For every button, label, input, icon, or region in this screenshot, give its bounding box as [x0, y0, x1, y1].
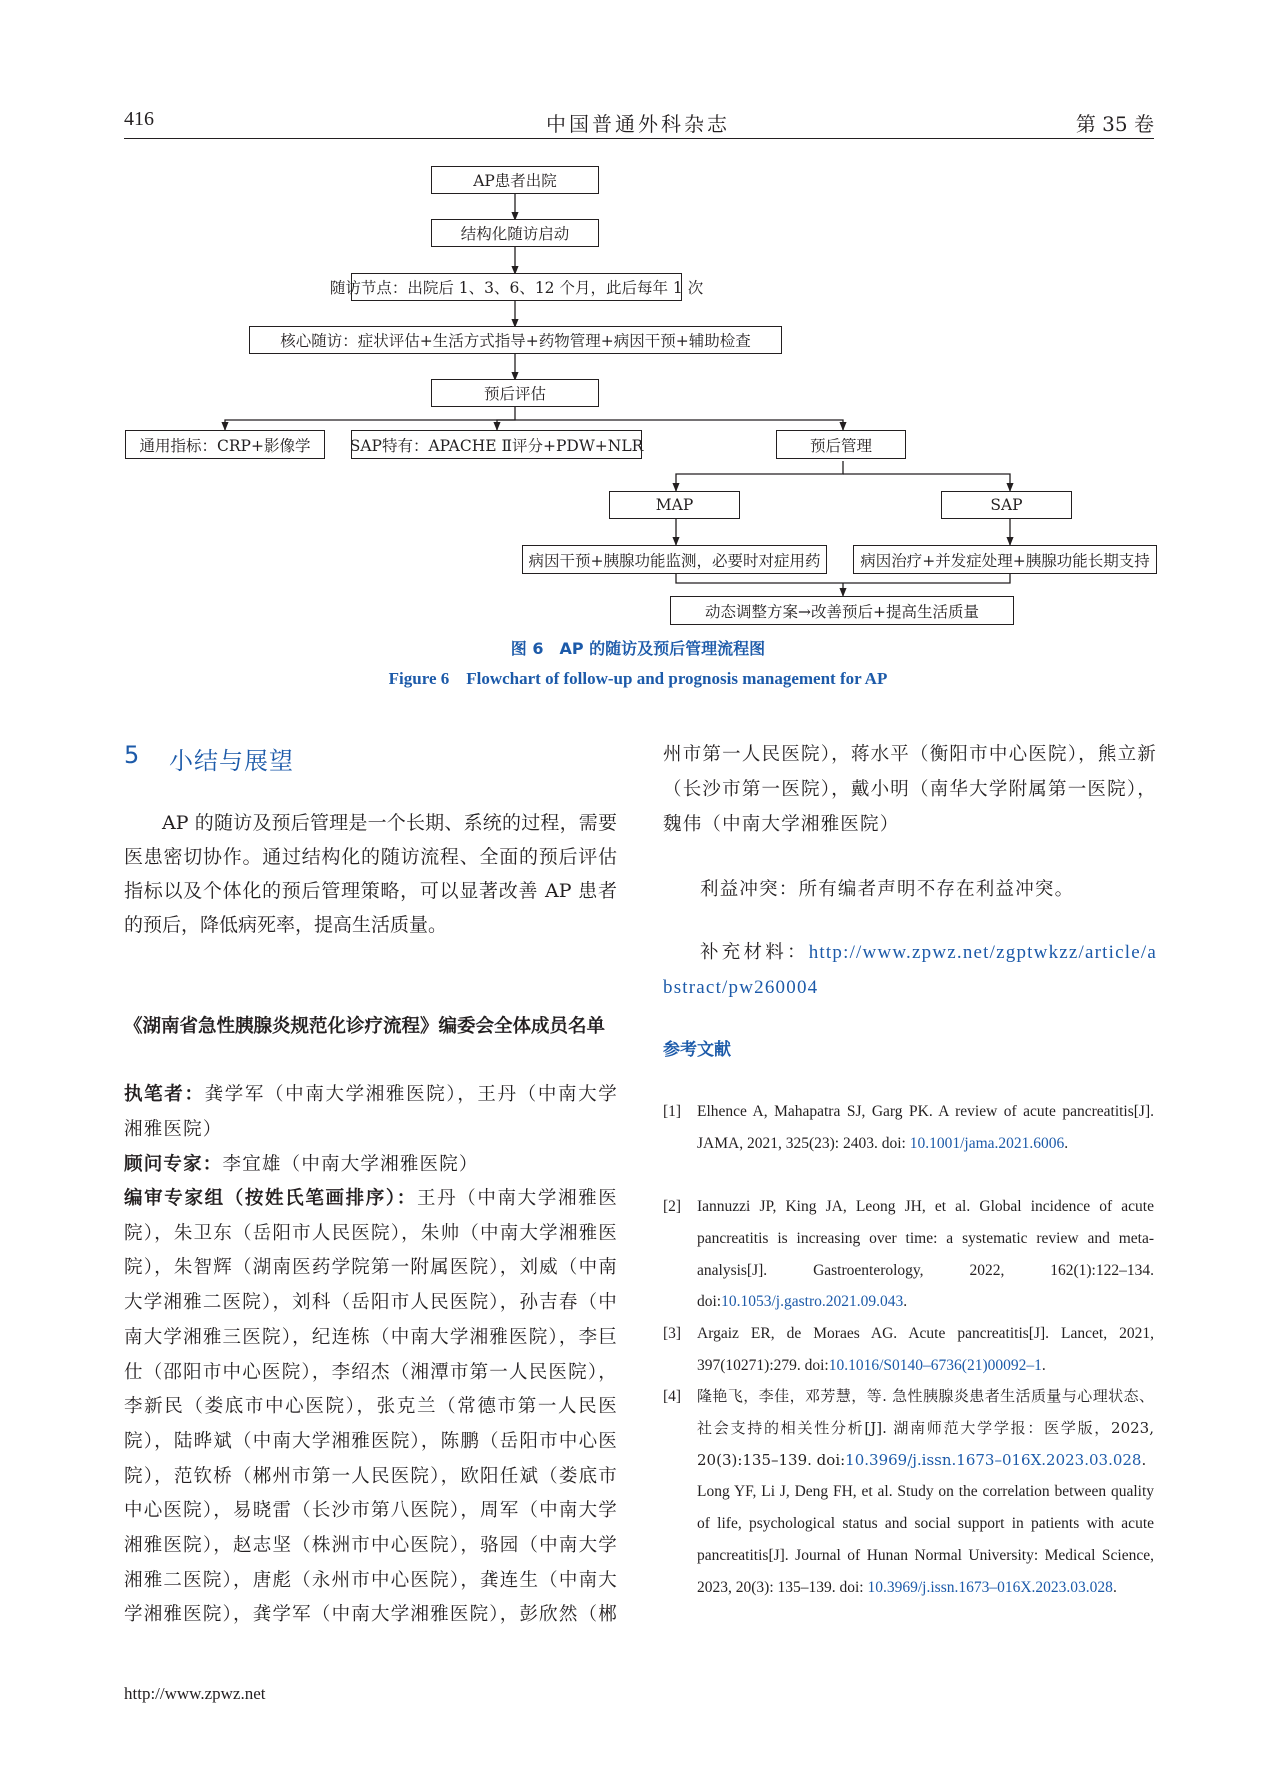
- advisor-label: 顾问专家：: [124, 1154, 223, 1175]
- node-map-action: 病因干预+胰腺功能监测，必要时对症用药: [522, 545, 827, 574]
- node-map: MAP: [609, 491, 740, 519]
- supplement-link[interactable]: http://www.zpwz.net/zgptwkzz/article/abstract/pw260004: [663, 942, 1157, 998]
- node-sap-action: 病因治疗+并发症处理+胰腺功能长期支持: [853, 545, 1157, 574]
- node-discharge: AP患者出院: [431, 166, 599, 194]
- reference-3: [3] Argaiz ER, de Moraes AG. Acute pancreatitis[J]. Lancet, 2021, 397(10271):279. doi:10.1016/S0140–6736(21)00092–1.: [663, 1325, 1154, 1374]
- conflict-statement: 利益冲突：所有编者声明不存在利益冲突。: [700, 879, 1075, 900]
- arrow-mgmt-map: [676, 461, 843, 491]
- reference-1: [1] Elhence A, Mahapatra SJ, Garg PK. A review of acute pancreatitis[J]. JAMA, 2021, 325(23): 2403. doi: 10.1001/jama.2021.6006.: [663, 1103, 1154, 1152]
- committee-panel-part1: [124, 1182, 618, 1630]
- writers-label: 执笔者：: [124, 1084, 205, 1105]
- committee-panel-part2: [663, 738, 1157, 842]
- page-number: 416: [124, 108, 154, 130]
- figure-caption-cn: 图 6 AP 的随访及预后管理流程图: [510, 639, 766, 658]
- node-final: 动态调整方案→改善预后+提高生活质量: [670, 596, 1014, 625]
- arrow-eval-sap-specific: [497, 420, 515, 430]
- node-core-followup: 核心随访：症状评估+生活方式指导+药物管理+病因干预+辅助检查: [249, 326, 782, 354]
- reference-4-en-doi-link[interactable]: 10.3969/j.issn.1673–016X.2023.03.028: [867, 1578, 1113, 1596]
- arrow-mgmt-sap: [843, 474, 1010, 491]
- committee-advisor: [124, 1148, 618, 1183]
- panel-continuation: 州市第一人民医院），蒋水平（衡阳市中心医院），熊立新（长沙市第一医院），戴小明（南华大学附属第一医院），魏伟（中南大学湘雅医院）: [663, 744, 1157, 835]
- supplement-label: 补充材料：: [700, 942, 809, 963]
- arrow-eval-general: [225, 407, 515, 430]
- journal-title: 中国普通外科杂志: [546, 112, 730, 136]
- reference-1-doi-link[interactable]: 10.1001/jama.2021.6006: [909, 1134, 1065, 1152]
- node-sap: SAP: [941, 491, 1072, 519]
- node-prognosis-management: 预后管理: [776, 430, 906, 459]
- node-prognosis-evaluation: 预后评估: [431, 379, 599, 407]
- reference-4-doi-link[interactable]: 10.3969/j.issn.1673–016X.2023.03.028: [845, 1450, 1142, 1469]
- committee-writers: [124, 1078, 618, 1147]
- reference-2-doi-link[interactable]: 10.1053/j.gastro.2021.09.043: [721, 1293, 904, 1311]
- node-sap-specific: SAP特有：APACHE Ⅱ评分+PDW+NLR: [351, 430, 642, 459]
- reference-3-doi-link[interactable]: 10.1016/S0140–6736(21)00092–1: [828, 1356, 1042, 1374]
- footer-url[interactable]: http://www.zpwz.net: [124, 1684, 266, 1703]
- merge-line: [676, 574, 1010, 583]
- committee-title: 《湖南省急性胰腺炎规范化诊疗流程》编委会全体成员名单: [124, 1016, 606, 1037]
- node-followup-start: 结构化随访启动: [431, 219, 599, 247]
- figure-caption-en: Figure 6 Flowchart of follow-up and prognosis management for AP: [388, 669, 888, 688]
- reference-4: [4] 隆艳飞，李佳，邓芳慧，等. 急性胰腺炎患者生活质量与心理状态、社会支持的相关性分析[J]. 湖南师范大学学报：医学版，2023, 20(3):135–139. doi:10.3969/j.issn.1673–016X.2023.03.028. Long YF, Li J, Deng FH, et al. Study on the correlation between quality of life, psychological status and social support in patients with acute pancreatitis[J]. Journal of Hunan Normal University: Medical Science, 2023, 20(3): 135–139. doi: 10.3969/j.issn.1673–016X.2023.03.028.: [663, 1387, 1154, 1596]
- references-heading: 参考文献: [663, 1040, 731, 1060]
- section-title: 小结与展望: [169, 747, 294, 775]
- section-paragraph: AP 的随访及预后管理是一个长期、系统的过程，需要医患密切协作。通过结构化的随访流程、全面的预后评估指标以及个体化的预后管理策略，可以显著改善 AP 患者的预后，降低病死率，提高生活质量。: [124, 812, 617, 936]
- arrow-eval-mgmt: [515, 420, 843, 430]
- volume-label: 第 35 卷: [1075, 112, 1154, 136]
- panel-label: 编审专家组（按姓氏笔画排序）：: [124, 1188, 417, 1209]
- writers-text: 龚学军（中南大学湘雅医院），王丹（中南大学湘雅医院）: [124, 1084, 618, 1140]
- supplement: [663, 936, 1157, 1005]
- flowchart-connectors: [0, 0, 1276, 640]
- node-general-indicators: 通用指标：CRP+影像学: [125, 430, 325, 459]
- node-followup-schedule: 随访节点：出院后 1、3、6、12 个月，此后每年 1 次: [351, 273, 682, 301]
- panel-text: 王丹（中南大学湘雅医院），朱卫东（岳阳市人民医院），朱帅（中南大学湘雅医院），朱智辉（湖南医药学院第一附属医院），刘威（中南大学湘雅二医院），刘科（岳阳市人民医院），孙吉春（中南大学湘雅三医院），纪连栋（中南大学湘雅医院），李巨仕（邵阳市中心医院），李绍杰（湘潭市第一人民医院），李新民（娄底市中心医院），张克兰（常德市第一人民医院），陆晔斌（中南大学湘雅医院），陈鹏（岳阳市中心医院），范钦桥（郴州市第一人民医院），欧阳任斌（娄底市中心医院），易晓雷（长沙市第八医院），周军（中南大学湘雅医院），赵志坚（株洲市中心医院），骆园（中南大学湘雅二医院），唐彪（永州市中心医院），龚连生（中南大学湘雅医院），龚学军（中南大学湘雅医院），彭欣然（郴: [124, 1188, 618, 1626]
- advisor-text: 李宜雄（中南大学湘雅医院）: [222, 1154, 479, 1175]
- reference-2: [2] Iannuzzi JP, King JA, Leong JH, et al. Global incidence of acute pancreatitis is increasing over time: a systematic review and meta-analysis[J]. Gastroenterology, 2022, 162(1):122–134. doi:10.1053/j.gastro.2021.09.043.: [663, 1198, 1154, 1311]
- section-number: 5: [124, 741, 140, 769]
